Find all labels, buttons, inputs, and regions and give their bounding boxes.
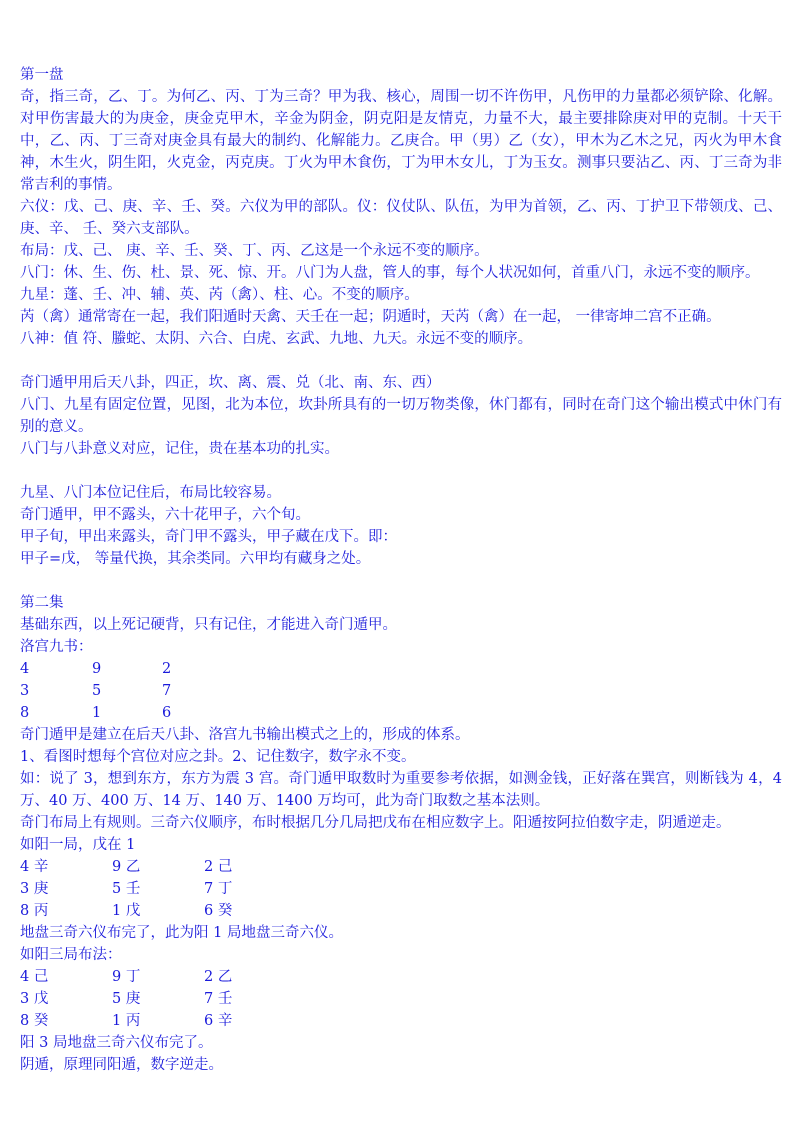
- paragraph-tixi: 奇门遁甲是建立在后天八卦、洛宫九书输出模式之上的，形成的体系。: [20, 727, 470, 743]
- paragraph-jiabulutou: 奇门遁甲，甲不露头，六十花甲子，六个旬。: [20, 507, 310, 523]
- paragraph-qushu: 如：说了 3，想到东方，东方为震 3 宫。奇门遁甲取数时为重要参考依据，如测金钱，正好落在巽宫，则断钱为 4，4 万、40 万、400 万、14 万、140 万、1400 万均可，此为奇门取数之基本法则。: [20, 771, 782, 809]
- grid-cell: 9 丁: [112, 969, 141, 985]
- section-title-2: 第二集: [20, 595, 64, 611]
- spacer: [20, 350, 782, 372]
- grid-cell: 2: [162, 661, 172, 677]
- paragraph-bashen: 八神：值 符、螣蛇、太阴、六合、白虎、玄武、九地、九天。永远不变的顺序。: [20, 331, 533, 347]
- paragraph-liuyi: 六仪：戊、己、庚、辛、壬、癸。六仪为甲的部队。仪：仪仗队、队伍，为甲为首领，乙、丙、丁护卫下带领戊、己、庚、辛、 壬、癸六支部队。: [20, 199, 782, 237]
- luoshu-grid: [20, 658, 782, 724]
- paragraph-benwei: 九星、八门本位记住后，布局比较容易。: [20, 485, 281, 501]
- grid-row: [20, 988, 782, 1010]
- paragraph-yang3-done: 阳 3 局地盘三奇六仪布完了。: [20, 1035, 213, 1051]
- grid-cell: 9 乙: [112, 859, 141, 875]
- grid-cell: 6 癸: [204, 903, 233, 919]
- paragraph-bagua: 奇门遁甲用后天八卦，四正，坎、离、震、兑（北、南、东、西）: [20, 375, 441, 391]
- grid-cell: 8: [20, 705, 30, 721]
- grid-cell: 2 乙: [204, 969, 233, 985]
- grid-cell: 1: [92, 705, 102, 721]
- document-page: [20, 64, 782, 1076]
- paragraph-jiazi-wu: 甲子=戊， 等量代换，其余类同。六甲均有藏身之处。: [20, 551, 371, 567]
- spacer: [20, 460, 782, 482]
- grid-cell: 2 己: [204, 859, 233, 875]
- paragraph-sanqi: 奇，指三奇，乙、丁。为何乙、丙、丁为三奇？甲为我、核心，周围一切不许伤甲，凡伤甲的力量都必须铲除、化解。对甲伤害最大的为庚金，庚金克甲木，辛金为阴金，阴克阳是友情克，力量不大，最主要排除庚对甲的克制。十天干中，乙、丙、丁三奇对庚金具有最大的制约、化解能力。乙庚合。甲（男）乙（女），甲木为乙木之兄，丙火为甲木食神，木生火，阴生阳，火克金，丙克庚。丁火为甲木食伤，丁为甲木女儿，丁为玉女。测事只要沾乙、丙、丁三奇为非常吉利的事情。: [20, 89, 782, 193]
- paragraph-buju: 布局：戊、己、 庚、辛、壬、癸、丁、丙、乙这是一个永远不变的顺序。: [20, 243, 489, 259]
- grid-cell: 7 壬: [204, 991, 233, 1007]
- grid-cell: 5 壬: [112, 881, 141, 897]
- spacer: [20, 570, 782, 592]
- yang1-grid: [20, 856, 782, 922]
- grid-cell: 8 丙: [20, 903, 49, 919]
- grid-cell: 1 丙: [112, 1013, 141, 1029]
- grid-cell: 4 己: [20, 969, 49, 985]
- grid-cell: 3 庚: [20, 881, 49, 897]
- paragraph-yang1-title: 如阳一局，戊在 1: [20, 837, 136, 853]
- grid-cell: 7: [162, 683, 172, 699]
- grid-cell: 5: [92, 683, 102, 699]
- grid-cell: 7 丁: [204, 881, 233, 897]
- grid-cell: 6 辛: [204, 1013, 233, 1029]
- paragraph-jiuxing: 九星：蓬、壬、冲、辅、英、芮（禽）、柱、心。不变的顺序。: [20, 287, 419, 303]
- yang3-grid: [20, 966, 782, 1032]
- grid-row: [20, 1010, 782, 1032]
- grid-cell: 1 戊: [112, 903, 141, 919]
- grid-cell: 6: [162, 705, 172, 721]
- grid-row: [20, 900, 782, 922]
- paragraph-luogong-label: 洛宫九书：: [20, 639, 93, 655]
- paragraph-yang1-done: 地盘三奇六仪布完了，此为阳 1 局地盘三奇六仪。: [20, 925, 343, 941]
- grid-cell: 9: [92, 661, 102, 677]
- paragraph-jiazixun: 甲子旬，甲出来露头，奇门甲不露头，甲子藏在戊下。即：: [20, 529, 397, 545]
- paragraph-bamen: 八门：休、生、伤、杜、景、死、惊、开。八门为人盘，管人的事，每个人状况如何，首重八门，永远不变的顺序。: [20, 265, 760, 281]
- grid-cell: 8 癸: [20, 1013, 49, 1029]
- paragraph-kantu: 1、看图时想每个宫位对应之卦。2、记住数字，数字永不变。: [20, 749, 416, 765]
- section-title-1: 第一盘: [20, 67, 64, 83]
- grid-cell: 3: [20, 683, 30, 699]
- grid-row: [20, 680, 782, 702]
- paragraph-bamen-jiuxing: 八门、九星有固定位置，见图，北为本位，坎卦所具有的一切万物类像，休门都有，同时在奇门这个输出模式中休门有别的意义。: [20, 397, 782, 435]
- paragraph-yindun: 阴遁，原理同阳遁，数字逆走。: [20, 1057, 223, 1073]
- grid-row: [20, 966, 782, 988]
- grid-cell: 4: [20, 661, 30, 677]
- grid-row: [20, 856, 782, 878]
- paragraph-jichu: 基础东西，以上死记硬背，只有记住，才能进入奇门遁甲。: [20, 617, 397, 633]
- grid-row: [20, 702, 782, 724]
- grid-cell: 5 庚: [112, 991, 141, 1007]
- grid-row: [20, 878, 782, 900]
- paragraph-bamen-bagua: 八门与八卦意义对应，记住，贵在基本功的扎实。: [20, 441, 339, 457]
- grid-row: [20, 658, 782, 680]
- paragraph-ruiqin: 芮（禽）通常寄在一起，我们阳遁时天禽、天壬在一起；阴遁时，天芮（禽）在一起， 一律寄坤二宫不正确。: [20, 309, 721, 325]
- grid-cell: 3 戊: [20, 991, 49, 1007]
- grid-cell: 4 辛: [20, 859, 49, 875]
- paragraph-guize: 奇门布局上有规则。三奇六仪顺序，布时根据几分几局把戊布在相应数字上。阳遁按阿拉伯数字走，阴遁逆走。: [20, 815, 731, 831]
- paragraph-yang3-title: 如阳三局布法：: [20, 947, 122, 963]
